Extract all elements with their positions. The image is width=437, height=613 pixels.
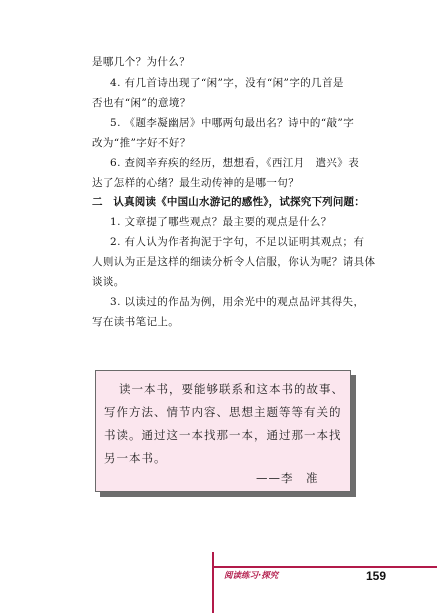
footer-divider-vertical	[212, 552, 214, 613]
question-text: 达了怎样的心绪？最生动传神的是哪一句？	[92, 177, 300, 189]
quote-line: 读一本书，要能够联系和这本书的故事、	[119, 382, 344, 396]
section-heading: 二 认真阅读《中国山水游记的感性》，试探究下列问题：	[92, 196, 365, 208]
question-text: 是哪几个？为什么？	[92, 56, 191, 68]
question-text: 否也有“闲”的意境？	[92, 97, 191, 109]
question-2: 2. 有人认为作者拘泥于字句，不足以证明其观点；有	[110, 236, 365, 248]
footer-divider-horizontal	[212, 566, 437, 568]
question-text: 人则认为正是这样的细读分析令人信服，你认为呢？请具体	[92, 256, 376, 268]
question-text: 谈谈。	[92, 276, 125, 288]
question-3: 3. 以读过的作品为例，用余光中的观点品评其得失，	[110, 296, 365, 308]
question-5: 5. 《题李凝幽居》中哪两句最出名？诗中的“敲”字	[110, 117, 355, 129]
quote-line: 写作方法、情节内容、思想主题等等有关的	[104, 405, 342, 419]
quote-line: 另一本书。	[104, 451, 167, 465]
quote-box	[95, 370, 351, 492]
quote-attribution: ——李 准	[256, 471, 319, 485]
question-1: 1. 文章提了哪些观点？最主要的观点是什么？	[110, 216, 332, 228]
page-number: 159	[366, 569, 387, 583]
question-text: 改为“推”字好不好？	[92, 137, 191, 149]
question-text: 写在读书笔记上。	[92, 316, 180, 328]
question-6: 6. 查阅辛弃疾的经历，想想看，《西江月 遣兴》表	[110, 157, 360, 169]
footer-section-label: 阅读练习·探究	[224, 571, 279, 581]
quote-line: 书读。通过这一本找那一本，通过那一本找	[104, 428, 342, 442]
question-4: 4. 有几首诗出现了“闲”字，没有“闲”字的几首是	[110, 77, 344, 89]
